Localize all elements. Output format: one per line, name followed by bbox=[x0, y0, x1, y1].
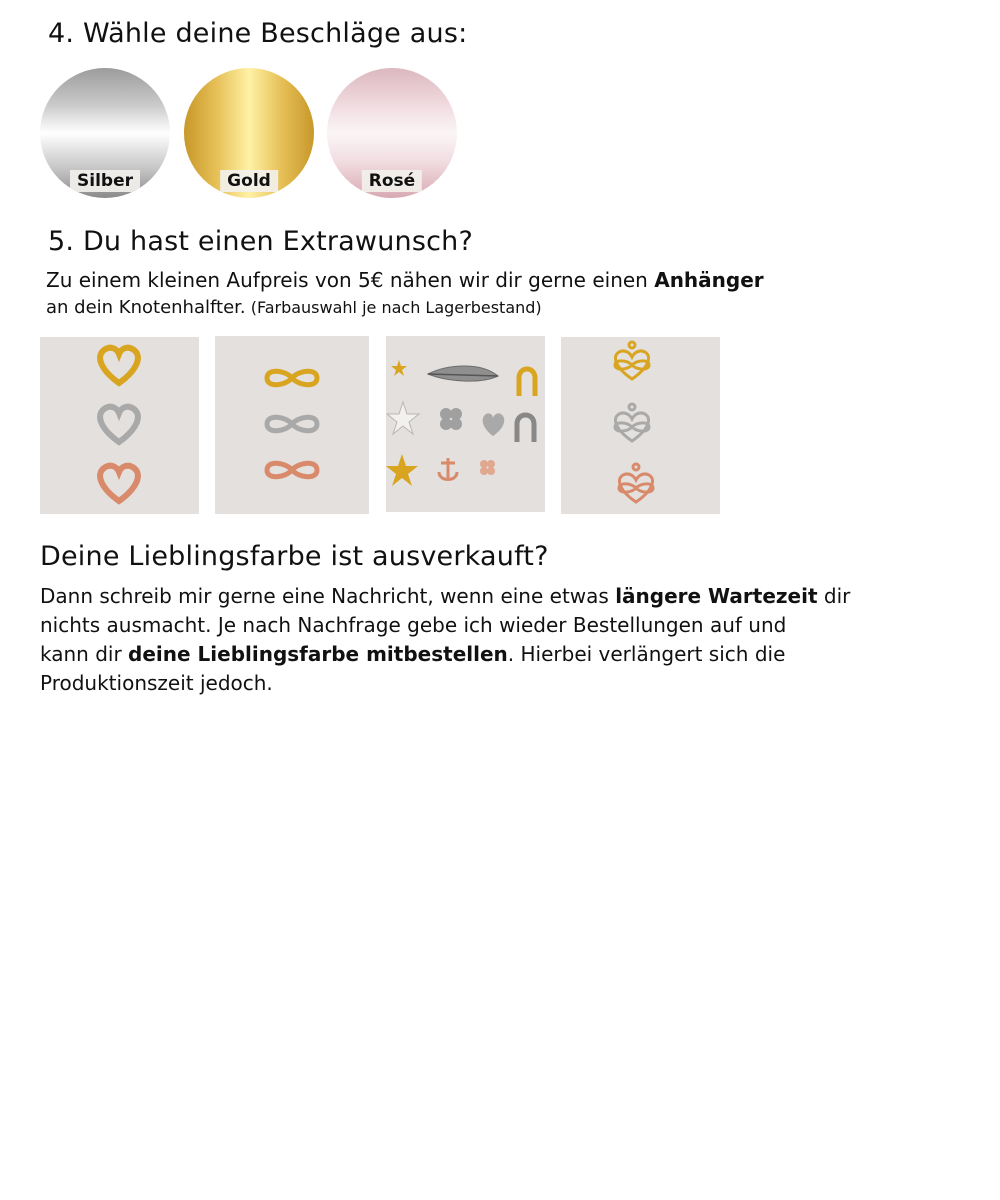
infinity-heart-icon bbox=[615, 342, 649, 379]
charm-offer-bold: Anhänger bbox=[654, 268, 764, 292]
swatch-rose[interactable] bbox=[327, 68, 457, 198]
heart-icon bbox=[100, 466, 138, 501]
star-icon bbox=[391, 360, 407, 376]
star-icon bbox=[387, 402, 419, 434]
section-title-sold-out: Deine Lieblingsfarbe ist ausverkauft? bbox=[40, 541, 549, 572]
heart-icon bbox=[100, 348, 138, 383]
sold-out-bold-favorite: deine Lieblingsfarbe mitbestellen bbox=[128, 642, 508, 666]
swatch-label-rose: Rosé bbox=[362, 170, 422, 192]
charm-photo-infinity[interactable] bbox=[215, 336, 369, 514]
anchor-icon bbox=[439, 458, 457, 480]
sold-out-line3 bbox=[40, 640, 850, 669]
sold-out-line4: Produktionszeit jedoch. bbox=[40, 671, 273, 695]
charm-offer-line1: Zu einem kleinen Aufpreis von 5€ nähen wir dir gerne einen bbox=[46, 268, 655, 292]
clover-icon bbox=[440, 408, 462, 430]
swatch-gold[interactable] bbox=[184, 68, 314, 198]
heart-icon bbox=[483, 413, 505, 436]
horseshoe-icon bbox=[517, 415, 534, 442]
charm-offer-line2 bbox=[46, 297, 542, 318]
section-title-fittings: 4. Wähle deine Beschläge aus: bbox=[48, 18, 468, 49]
clover-icon bbox=[480, 460, 495, 475]
infinity-icon bbox=[267, 371, 317, 385]
sold-out-text-1: Dann schreib mir gerne eine Nachricht, wenn eine etwas bbox=[40, 584, 616, 608]
charm-photo-hearts[interactable] bbox=[40, 337, 199, 514]
color-availability-note: (Farbauswahl je nach Lagerbestand) bbox=[250, 298, 542, 317]
sold-out-text-2: dir bbox=[817, 584, 851, 608]
heart-icon bbox=[100, 407, 138, 442]
swatch-label-silver: Silber bbox=[70, 170, 140, 192]
sold-out-text-4: . Hierbei verlängert sich die bbox=[507, 642, 786, 666]
infinity-icon bbox=[267, 463, 317, 477]
sold-out-text-3: kann dir bbox=[40, 642, 129, 666]
star-icon bbox=[386, 454, 418, 486]
swatch-silver[interactable] bbox=[40, 68, 170, 198]
infinity-heart-icon bbox=[615, 404, 649, 441]
charm-offer-text bbox=[46, 266, 764, 295]
charm-photo-assorted[interactable] bbox=[386, 336, 545, 512]
charm-offer-line2-text: an dein Knotenhalfter. bbox=[46, 297, 246, 318]
infinity-icon bbox=[267, 417, 317, 431]
section-title-extra-wish: 5. Du hast einen Extrawunsch? bbox=[48, 226, 473, 257]
horseshoe-icon bbox=[519, 369, 535, 396]
charm-photo-infinity-hearts[interactable] bbox=[561, 337, 720, 514]
feather-icon bbox=[428, 366, 498, 381]
sold-out-line2: nichts ausmacht. Je nach Nachfrage gebe ich wieder Bestellungen auf und bbox=[40, 613, 787, 637]
sold-out-line1 bbox=[40, 582, 850, 611]
sold-out-paragraph bbox=[40, 582, 850, 698]
swatch-label-gold: Gold bbox=[220, 170, 278, 192]
infinity-heart-icon bbox=[619, 464, 653, 502]
sold-out-bold-wait: längere Wartezeit bbox=[615, 584, 818, 608]
